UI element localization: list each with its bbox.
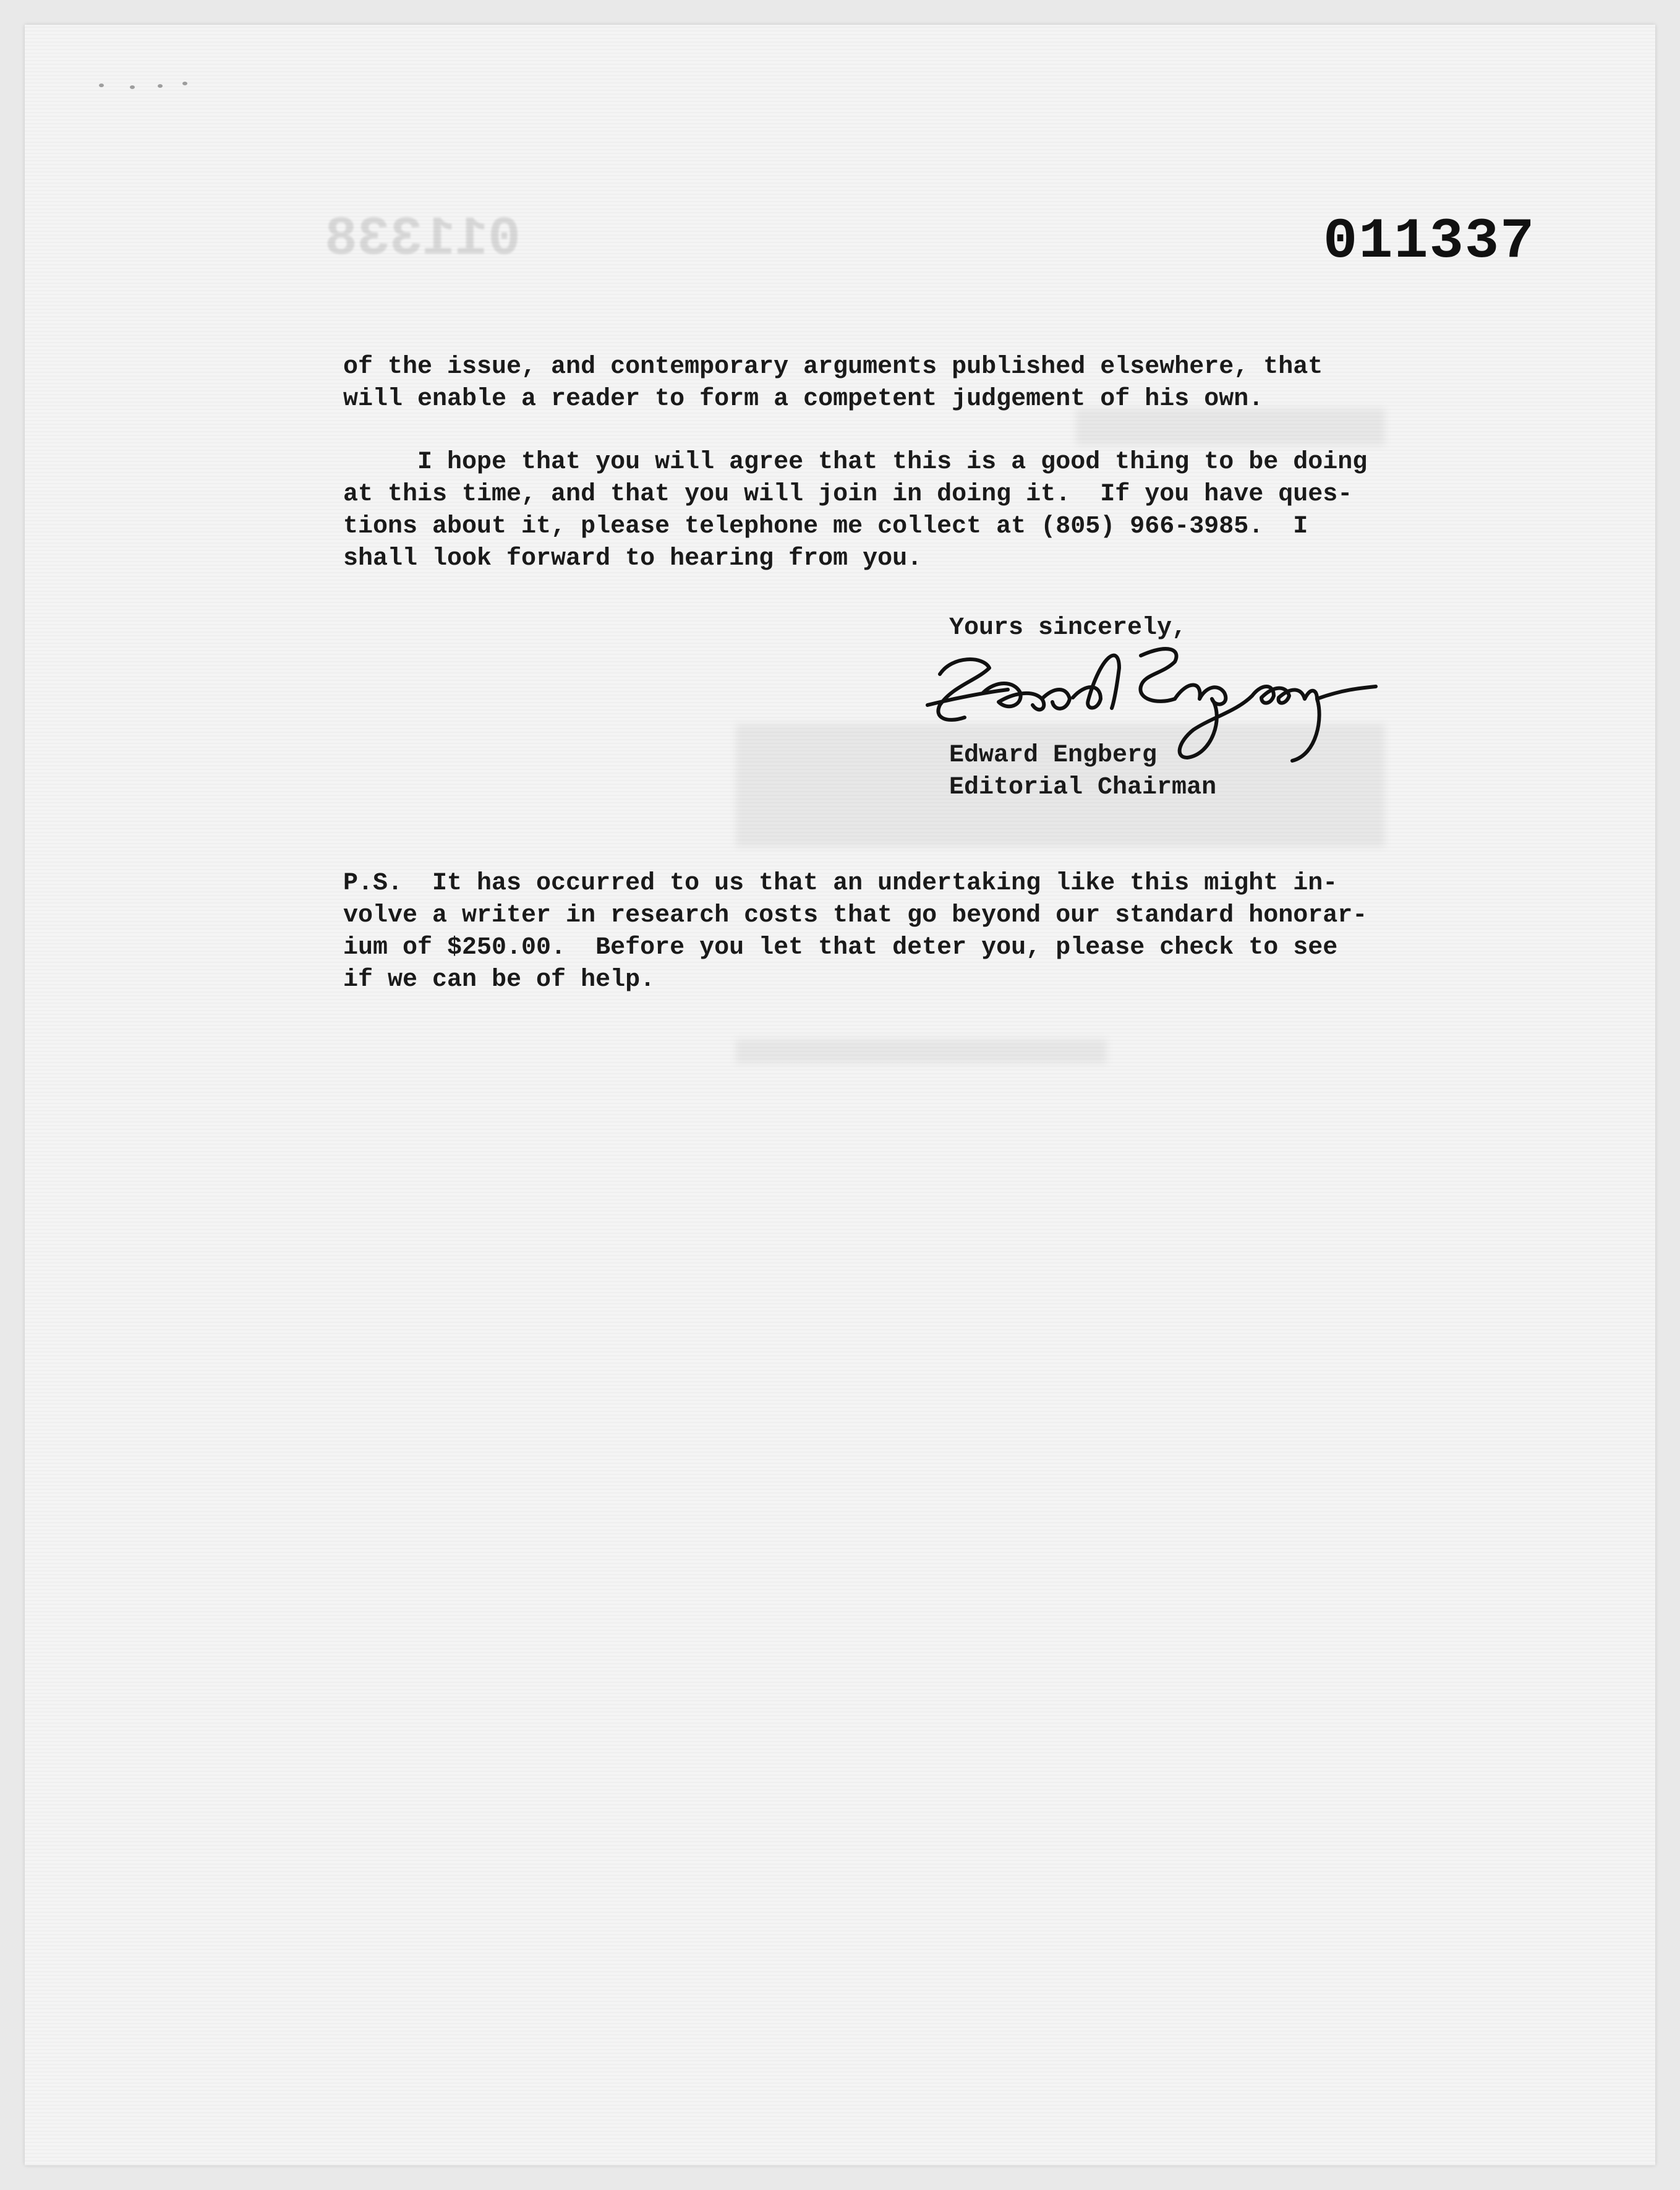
letter-page — [25, 25, 1655, 2165]
document-number: 011337 — [1323, 209, 1536, 274]
closing-salutation: Yours sincerely, — [949, 614, 1187, 642]
bleed-through-text — [736, 1039, 1107, 1064]
text-line: if we can be of help. — [343, 966, 655, 994]
text-line: will enable a reader to form a competent judgement of his own. — [343, 385, 1264, 413]
postscript — [343, 868, 1493, 996]
text-line: ium of $250.00. Before you let that deter you, please check to see — [343, 934, 1338, 962]
text-line: I hope that you will agree that this is a good thing to be doing — [343, 448, 1368, 476]
text-line: of the issue, and contemporary arguments published elsewhere, that — [343, 353, 1323, 381]
signer-title: Editorial Chairman — [949, 774, 1217, 802]
signer-name: Edward Engberg — [949, 742, 1158, 769]
text-line: P.S. It has occurred to us that an undertaking like this might in- — [343, 870, 1338, 897]
text-line: volve a writer in research costs that go beyond our standard honorar- — [343, 902, 1368, 930]
text-line: at this time, and that you will join in doing it. If you have ques- — [343, 481, 1353, 508]
paragraph-continuation — [343, 351, 1493, 416]
text-line: tions about it, please telephone me collect at (805) 966-3985. I — [343, 513, 1308, 541]
paragraph-request — [343, 447, 1493, 575]
text-line: shall look forward to hearing from you. — [343, 545, 923, 573]
bleed-through-number: 011338 — [325, 209, 521, 270]
